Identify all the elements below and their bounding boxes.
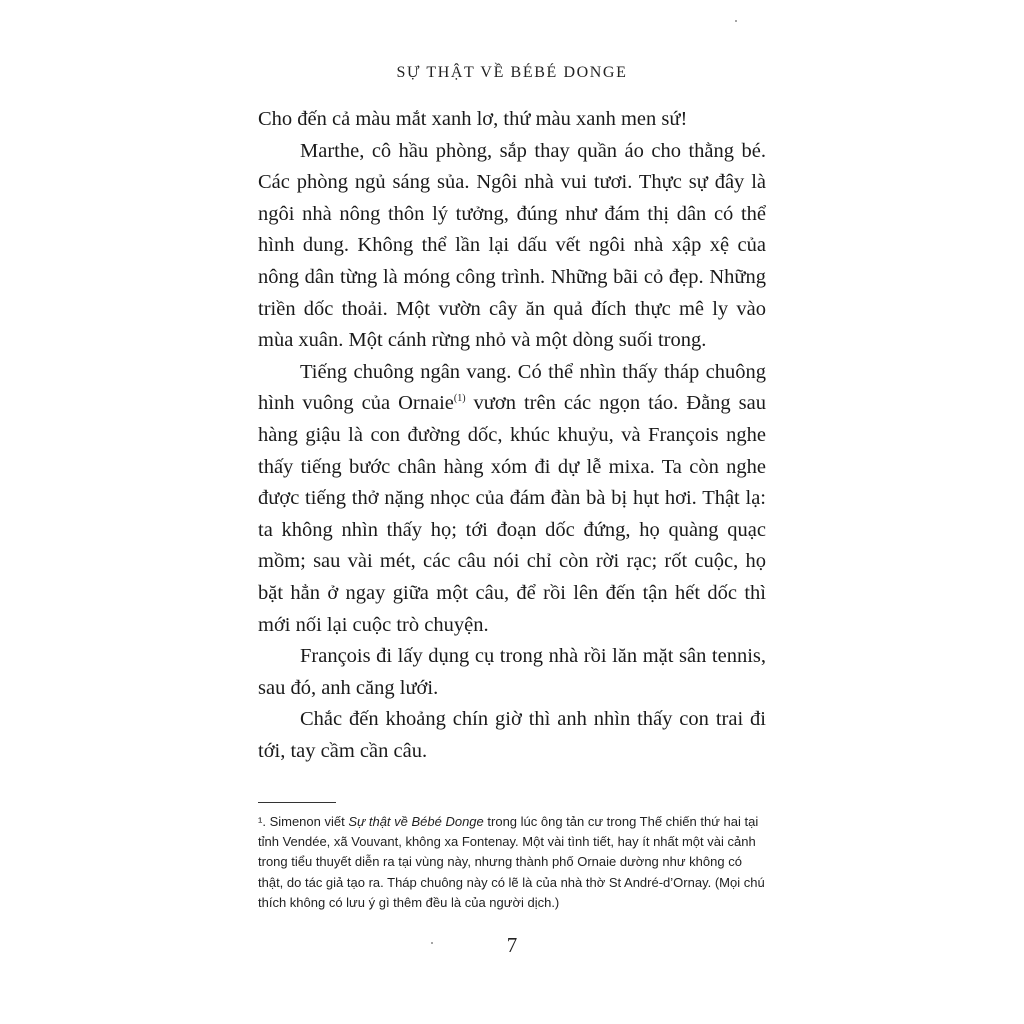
footnote-lead: Simenon viết — [265, 814, 349, 829]
page-number: 7 — [506, 933, 518, 957]
paragraph-3-part-2: vươn trên các ngọn táo. Đằng sau hàng giậu là con đường dốc, khúc khuỷu, và François nghe thấy tiếng bước chân hàng xóm đi dự lễ mixa. Ta còn nghe được tiếng thở nặng nhọc của đám đàn bà bị hụt hơi. Thật lạ: ta không nhìn thấy họ; tới đoạn dốc đứng, họ quàng quạc mồm; sau vài mét, các câu nói chỉ còn rời rạc; rốt cuộc, họ bặt hẳn ở ngay giữa một câu, để rồi lên đến tận hết dốc thì mới nối lại cuộc trò chuyện. — [258, 392, 766, 636]
dust-speck — [431, 942, 433, 944]
footnote-rest: trong lúc ông tản cư trong Thế chiến thứ hai tại tỉnh Vendée, xã Vouvant, không xa Fontenay. Một vài tình tiết, hay ít nhất một vài cảnh trong tiểu thuyết diễn ra tại vùng này, nhưng thành phố Ornaie dường như không có thật, do tác giả tạo ra. Tháp chuông này có lẽ là của nhà thờ St André-d’Ornay. (Mọi chú thích không có lưu ý gì thêm đều là của người dịch.) — [258, 814, 765, 910]
paragraph-1: Cho đến cả màu mắt xanh lơ, thứ màu xanh men sứ! — [258, 108, 688, 130]
paragraph-5: Chắc đến khoảng chín giờ thì anh nhìn thấy con trai đi tới, tay cầm cần câu. — [258, 708, 766, 762]
paragraph-3 — [258, 357, 766, 641]
paragraph-2: Marthe, cô hầu phòng, sắp thay quần áo cho thằng bé. Các phòng ngủ sáng sủa. Ngôi nhà vui tươi. Thực sự đây là ngôi nhà nông thôn lý tưởng, đúng như đám thị dân có thể hình dung. Không thể lần lại dấu vết ngôi nhà xập xệ của nông dân từng là móng công trình. Những bãi cỏ đẹp. Những triền dốc thoải. Một vườn cây ăn quả đích thực mê ly vào mùa xuân. Một cánh rừng nhỏ và một dòng suối trong. — [258, 139, 766, 352]
footnote-reference: (1) — [453, 393, 466, 405]
footnote — [258, 812, 768, 913]
paragraph-3-part-1: Tiếng chuông ngân vang. Có thể nhìn thấy tháp chuông hình vuông của Ornaie — [258, 360, 766, 415]
footnote-book-title: Sự thật về Bébé Donge — [348, 814, 484, 829]
body-text — [258, 104, 766, 767]
dust-speck — [735, 20, 737, 22]
paragraph-4: François đi lấy dụng cụ trong nhà rồi lăn mặt sân tennis, sau đó, anh căng lưới. — [258, 645, 766, 699]
footnote-mark: ¹. — [258, 814, 266, 829]
footnote-divider — [258, 802, 336, 803]
running-head: SỰ THẬT VỀ BÉBÉ DONGE — [396, 64, 628, 81]
